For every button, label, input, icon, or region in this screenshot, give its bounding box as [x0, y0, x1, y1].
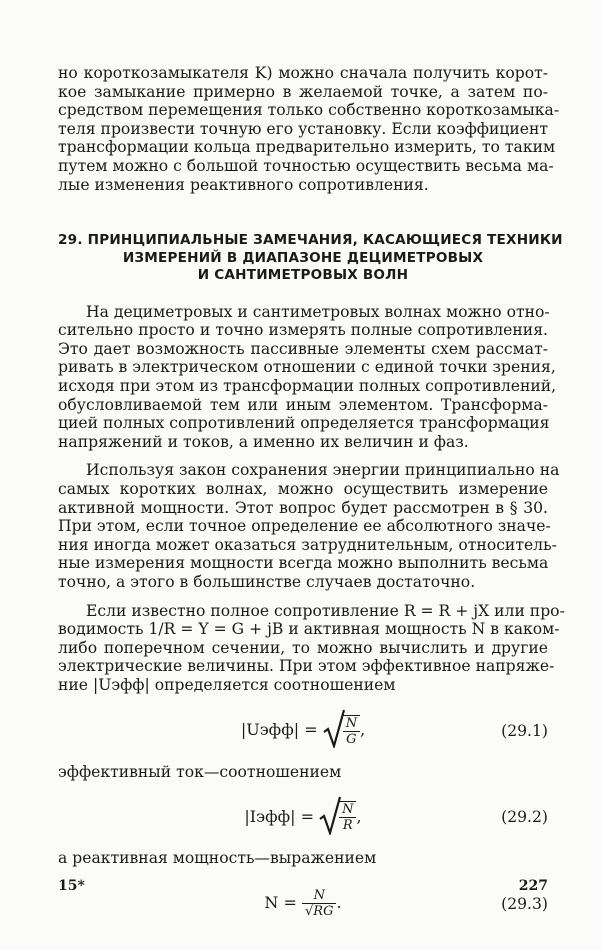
fraction — [339, 801, 356, 833]
text-line: Используя закон сохранения энергии принципиально на — [86, 461, 560, 480]
formula-lhs: |Uэфф| = — [240, 720, 318, 740]
numerator: N — [343, 716, 360, 732]
text-line: цией полных сопротивлений определяется трансформация — [58, 414, 550, 433]
text-line: исходя при этом из трансформации полных сопротивлений, — [58, 377, 557, 396]
text-line: ния иногда может оказаться затруднительным, относитель- — [58, 535, 557, 554]
heading-line: И САНТИМЕТРОВЫХ ВОЛН — [197, 267, 409, 284]
text-line: кое замыкание примерно в желаемой точке, а затем по- — [58, 82, 548, 101]
denominator: √RG — [305, 904, 334, 920]
formula-tail: , — [360, 720, 366, 740]
text-line: ривать в электрическом отношении с единой точки зрения, — [58, 358, 556, 377]
denominator: G — [346, 731, 357, 747]
text-line: теля произвести точную его установку. Если коэффициент — [58, 119, 549, 138]
paragraph-1 — [58, 302, 557, 452]
equation-number: (29.3) — [501, 894, 548, 913]
text-line: но короткозамыкателя K) можно сначала получить корот- — [58, 64, 548, 82]
formula-tail: . — [336, 893, 342, 913]
text-line: активной мощности. Этот вопрос будет рассмотрен в § 30. — [58, 498, 548, 517]
formula-lhs: N = — [264, 893, 297, 913]
text-line: точно, а этого в большинстве случаев достаточно. — [58, 572, 476, 591]
text-line: самых коротких волнах, можно осуществить измерение — [58, 480, 548, 498]
text-line: водимость 1/R = Y = G + jB и активная мощность N в каком- — [58, 620, 560, 639]
heading-line: 29. ПРИНЦИПИАЛЬНЫЕ ЗАМЕЧАНИЯ, КАСАЮЩИЕСЯ ТЕХНИКИ — [58, 232, 563, 249]
formula-29-1 — [58, 707, 548, 755]
text-line: средством перемещения только собственно короткозамыка- — [58, 101, 560, 120]
text-line: электрические величины. При этом эффективное напряже- — [58, 657, 555, 676]
text-line: напряжений и токов, а именно их величин и фаз. — [58, 432, 469, 451]
section-heading — [58, 232, 563, 285]
sqrt-sign — [319, 795, 341, 840]
heading-line: ИЗМЕРЕНИЙ В ДИАПАЗОНЕ ДЕЦИМЕТРОВЫХ — [122, 249, 484, 266]
connector-text: эффективный ток—соотношением — [58, 762, 342, 781]
page-number: 227 — [518, 878, 548, 894]
signature-mark: 15* — [58, 878, 85, 894]
text-line: трансформации кольца предварительно измерить, то таким — [58, 138, 556, 157]
denominator: R — [342, 818, 353, 834]
text-line: ные измерения мощности всегда можно выполнить весьма — [58, 554, 549, 573]
formula-expression — [58, 795, 548, 840]
numerator: N — [302, 888, 336, 904]
intro-paragraph — [58, 64, 560, 194]
formula-lhs: |Iэфф| = — [244, 806, 315, 826]
equation-number: (29.2) — [501, 808, 548, 827]
page-footer — [58, 878, 548, 894]
paragraph-2 — [58, 461, 560, 591]
paragraph-3 — [58, 601, 565, 695]
text-line: обусловливаемой тем или иным элементом. Трансформа- — [58, 395, 548, 414]
text-line: На дециметровых и сантиметровых волнах можно отно- — [86, 302, 550, 321]
connector-text: а реактивная мощность—выражением — [58, 849, 377, 868]
text-line: При этом, если точное определение ее абсолютного значе- — [58, 517, 551, 536]
text-line: Если известно полное сопротивление R = R + jX или про- — [86, 601, 565, 620]
numerator: N — [339, 802, 356, 818]
text-line: сительно просто и точно измерять полные сопротивления. — [58, 321, 548, 340]
text-line: ние |Uэфф| определяется соотношением — [58, 675, 396, 694]
text-line: Это дает возможность пассивные элементы схем рассмат- — [58, 339, 548, 358]
formula-29-2 — [58, 793, 548, 841]
text-line: либо поперечном сечении, то можно вычислить и другие — [58, 638, 548, 657]
text-line: лые изменения реактивного сопротивления. — [58, 175, 429, 194]
text-line: путем можно с большой точностью осуществить весьма ма- — [58, 156, 554, 175]
page-body — [58, 64, 565, 936]
fraction — [343, 715, 360, 747]
formula-tail: , — [356, 806, 362, 826]
equation-number: (29.1) — [501, 721, 548, 740]
sqrt-sign — [323, 708, 345, 753]
formula-expression — [58, 708, 548, 753]
